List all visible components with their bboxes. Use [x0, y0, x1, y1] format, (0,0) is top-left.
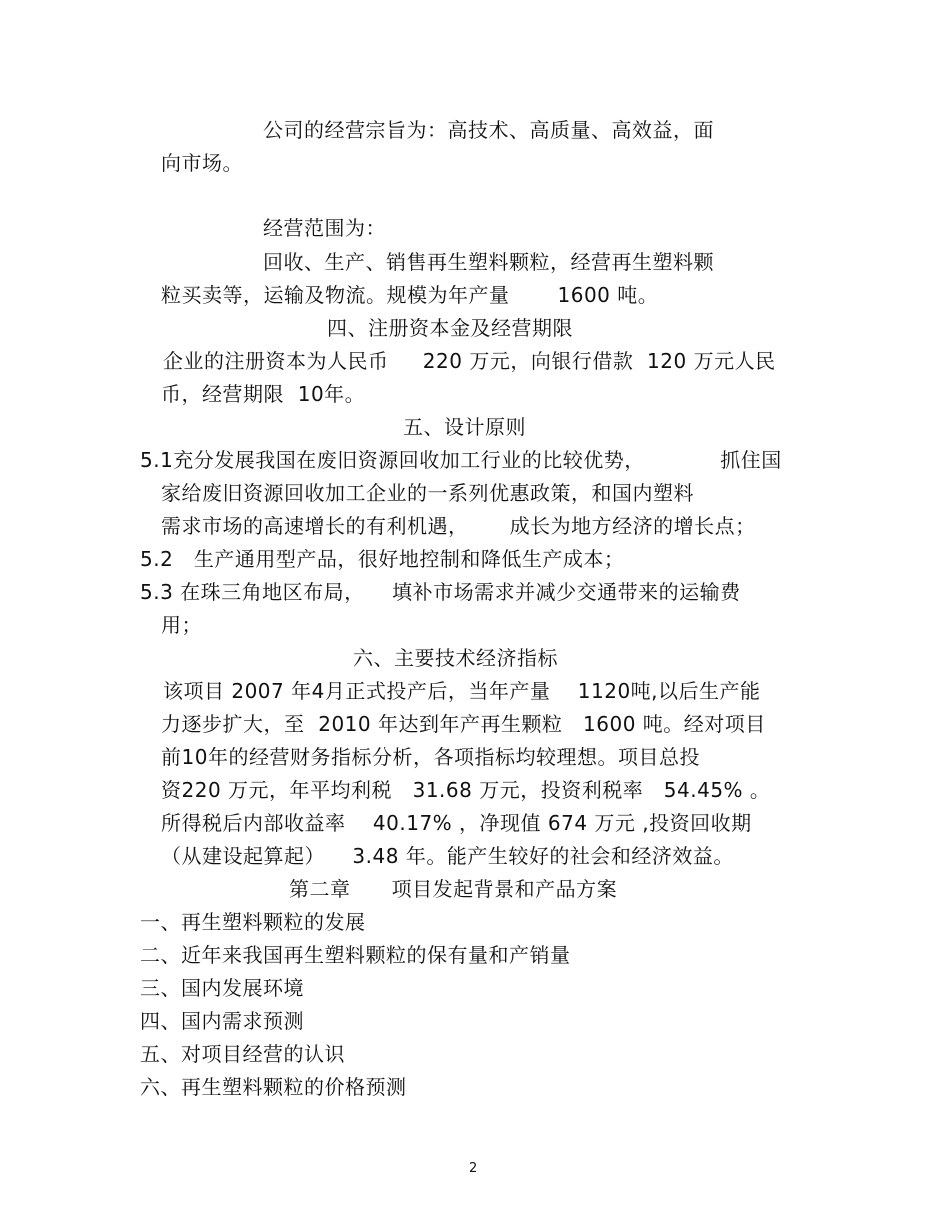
chapter-heading: 第二章 项目发起背景和产品方案	[289, 877, 618, 901]
paragraph-line: 币，经营期限 10年。	[161, 382, 366, 406]
page-number: 2	[469, 1161, 478, 1176]
paragraph-line: 公司的经营宗旨为：高技术、高质量、高效益，面	[263, 118, 714, 142]
section-heading: 六、主要技术经济指标	[353, 646, 558, 670]
paragraph-line: 5.2 生产通用型产品，很好地控制和降低生产成本；	[140, 547, 625, 571]
outline-item: 二、近年来我国再生塑料颗粒的保有量和产销量	[140, 943, 571, 967]
paragraph-line: 企业的注册资本为人民币 220 万元，向银行借款 120 万元人民	[163, 349, 776, 373]
paragraph-line: 用；	[161, 613, 202, 637]
outline-item: 五、对项目经营的认识	[140, 1042, 345, 1066]
outline-item: 三、国内发展环境	[140, 976, 304, 1000]
paragraph-line: 粒买卖等，运输及物流。规模为年产量 1600 吨。	[161, 283, 659, 307]
paragraph-line: 该项目 2007 年4月正式投产后，当年产量 1120吨,以后生产能	[163, 679, 761, 703]
paragraph-line: 经营范围为：	[263, 216, 386, 240]
outline-item: 四、国内需求预测	[140, 1009, 304, 1033]
paragraph-line: 5.3 在珠三角地区布局， 填补市场需求并减少交通带来的运输费	[140, 580, 741, 604]
paragraph-line: 需求市场的高速增长的有利机遇， 成长为地方经济的增长点；	[161, 514, 756, 538]
paragraph-line: （从建设起算起） 3.48 年。能产生较好的社会和经济效益。	[161, 844, 734, 868]
paragraph-line: 回收、生产、销售再生塑料颗粒，经营再生塑料颗	[263, 250, 714, 274]
paragraph-line: 所得税后内部收益率 40.17% ，净现值 674 万元 ,投资回收期	[161, 811, 752, 835]
section-heading: 四、注册资本金及经营期限	[327, 316, 573, 340]
outline-item: 六、再生塑料颗粒的价格预测	[140, 1075, 407, 1099]
paragraph-line: 向市场。	[161, 151, 243, 175]
paragraph-line: 前10年的经营财务指标分析，各项指标均较理想。项目总投	[161, 745, 700, 769]
paragraph-line: 资220 万元，年平均利税 31.68 万元，投资利税率 54.45% 。	[161, 778, 771, 802]
paragraph-line: 家给废旧资源回收加工企业的一系列优惠政策，和国内塑料	[161, 481, 694, 505]
paragraph-line: 力逐步扩大，至 2010 年达到年产再生颗粒 1600 吨。经对项目	[161, 712, 766, 736]
outline-item: 一、再生塑料颗粒的发展	[140, 910, 366, 934]
section-heading: 五、设计原则	[403, 415, 526, 439]
paragraph-line: 5.1充分发展我国在废旧资源回收加工行业的比较优势， 抓住国	[140, 448, 782, 472]
